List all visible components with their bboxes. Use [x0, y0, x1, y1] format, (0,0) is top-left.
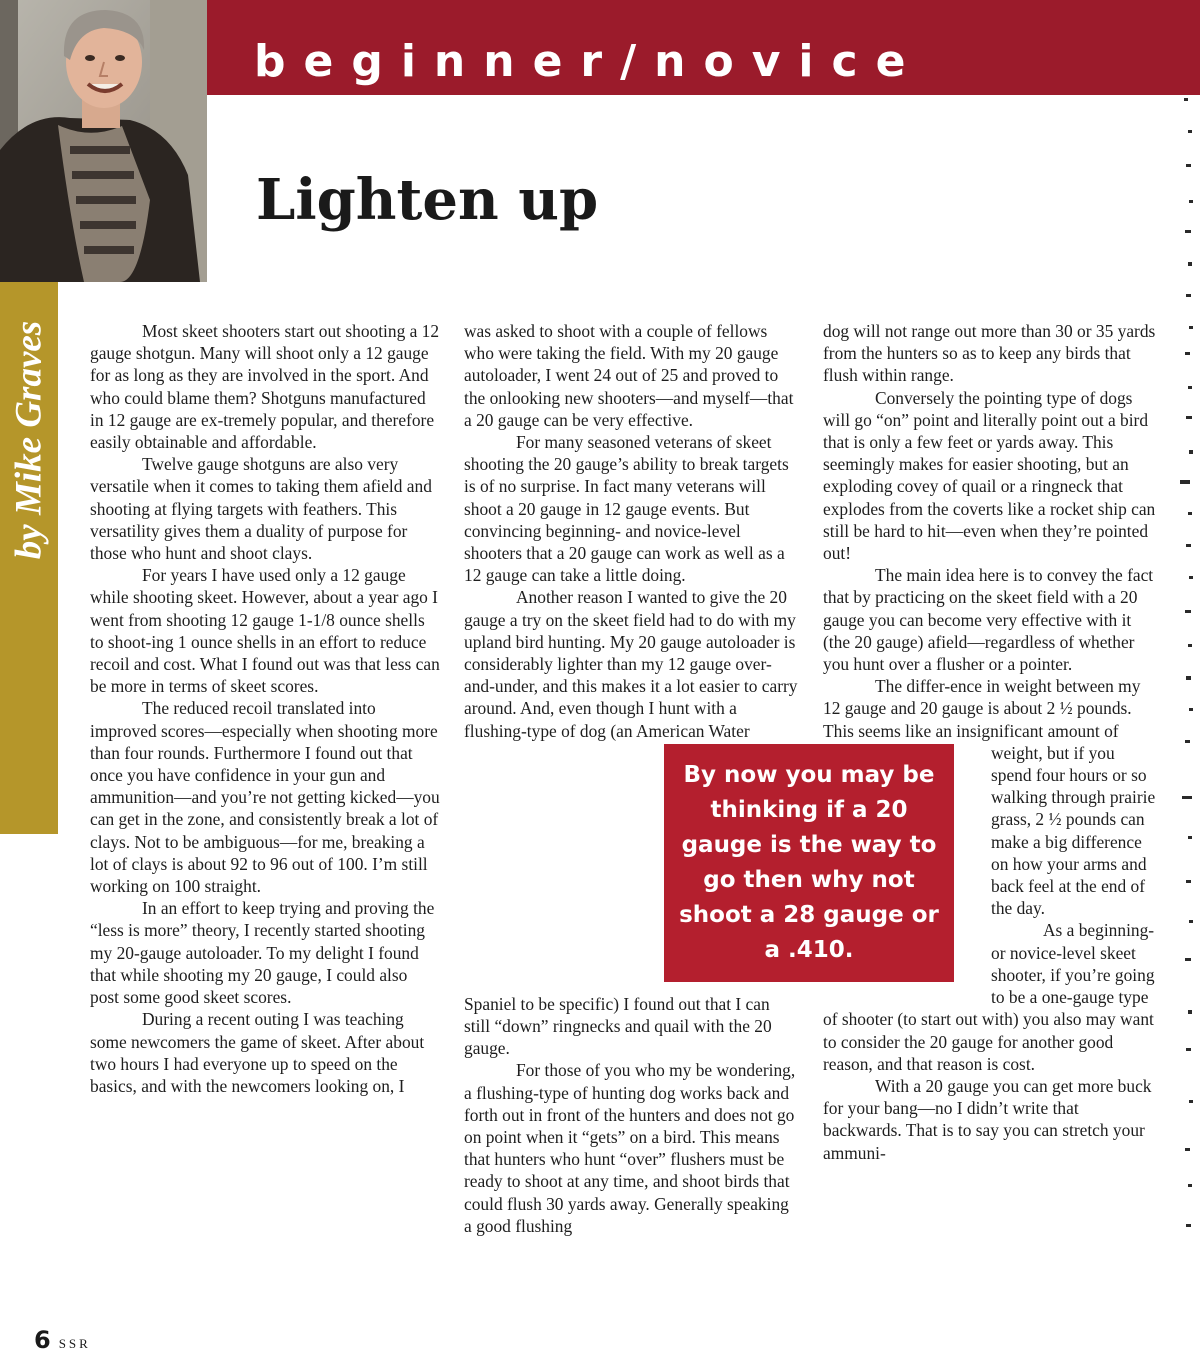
section-title: beginner/novice [254, 36, 924, 87]
magazine-name: SSR [58, 1336, 91, 1351]
author-byline: by Mike Graves [8, 320, 50, 560]
author-photo [0, 0, 207, 282]
paragraph: For those of you who my be wondering, a flushing-type of hunting dog works back and forth out in front of the hunters and does not go on point when it “gets” on a bird. This means that hunters who hunt “over” flushers must be ready to shoot at any time, and shoot birds that could flush 30 yards away. Generally speaking a good flushing [464, 1060, 796, 1236]
paragraph: With a 20 gauge you can get more buck for your bang—no I didn’t write that backwards. That is to say you can stretch your ammuni- [823, 1075, 1152, 1163]
pull-quote-text: By now you may be thinking if a 20 gauge is the way to go then why not shoot a 28 gauge or a .410. [679, 762, 939, 963]
page-edge-marks [1174, 90, 1200, 1369]
paragraph: In an effort to keep trying and proving the “less is more” theory, I recently started shooting my 20-gauge autoloader. To my delight I found that while shooting my 20 gauge, I could also post some good skeet scores. [90, 898, 435, 1008]
page-number: 6 [34, 1326, 51, 1354]
paragraph: The reduced recoil translated into improved scores—especially when shooting more than four rounds. Furthermore I found out that once you have confidence in your gun and ammunition—and you’re not getting kicked—you can get in the zone, and consistently break a lot of clays. Not to be ambiguous—for me, breaking a lot of clays is about 92 to 96 out of 100. I’m still working on 100 straight. [90, 698, 440, 897]
paragraph: The differ-ence in weight between my 12 gauge and 20 gauge is about 2 ½ pounds. This seems like an insignificant amount of weight, but if you spend four hours or so walking through prairie grass, 2 ½ pounds can make a big difference on how your arms and back feel at the end of the day. [823, 676, 1156, 919]
paragraph: Another reason I wanted to give the 20 gauge a try on the skeet field had to do with my upland bird hunting. My 20 gauge autoloader is considerably lighter than my 12 gauge over-and-under, and this makes it a lot easier to carry around. And, even though I hunt with a flushing-type of dog (an American Water Spaniel to be specific) I found out that I can still “down” ringnecks and quail with the 20 gauge. [464, 586, 798, 1059]
paragraph: Conversely the pointing type of dogs will go “on” point and literally point out a bird that is only a few feet or yards away. This seemingly makes for easier shooting, but an exploding covey of quail or a ringneck that explodes from the coverts like a rocket ship can still be hard to hit—even when they’re pointed out! [823, 387, 1156, 564]
article-column-3 [823, 320, 1158, 1164]
paragraph: dog will not range out more than 30 or 35 yards from the hunters so as to keep any birds that flush within range. [823, 321, 1156, 386]
paragraph: Twelve gauge shotguns are also very versatile when it comes to taking them afield and shooting at flying targets with feathers. This versatility gives them a duality of purpose for those who hunt and shoot clays. [90, 454, 432, 564]
page-folio [34, 1326, 91, 1354]
author-portrait-image [0, 0, 207, 282]
paragraph: For years I have used only a 12 gauge while shooting skeet. However, about a year ago I went from shooting 12 gauge 1-1/8 ounce shells to shoot-ing 1 ounce shells in an effort to reduce recoil and cost. What I found out was that less can be more in terms of skeet scores. [90, 565, 440, 697]
paragraph: was asked to shoot with a couple of fellows who were taking the field. With my 20 gauge autoloader, I went 24 out of 25 and proved to the onlooking new shooters—and myself—that a 20 gauge can be very effective. [464, 321, 794, 430]
paragraph: The main idea here is to convey the fact that by practicing on the skeet field with a 20 gauge you can become very effective with it (the 20 gauge) afield—regardless of whether you hunt over a flusher or a pointer. [823, 564, 1158, 675]
paragraph: Most skeet shooters start out shooting a 12 gauge shotgun. Many will shoot only a 12 gauge for as long as they are involved in the sport. And who could blame them? Shotguns manufactured in 12 gauge are ex-tremely popular, and therefore easily obtainable and affordable. [90, 321, 440, 453]
pull-quote [664, 744, 954, 982]
paragraph: As a beginning- or novice-level skeet shooter, if you’re going to be a one-gauge type of shooter (to start out with) you also may want to consider the 20 gauge for another good reason, and that reason is cost. [823, 920, 1155, 1074]
paragraph: During a recent outing I was teaching some newcomers the game of skeet. After about two hours I had everyone up to speed on the basics, and with the newcomers looking on, I [90, 1009, 425, 1096]
article-column-1 [90, 320, 440, 1097]
paragraph: For many seasoned veterans of skeet shooting the 20 gauge’s ability to break targets is of no surprise. In fact many veterans will shoot a 20 gauge in 12 gauge events. But convincing beginning- and novice-level shooters that a 20 gauge can work as well as a 12 gauge can take a little doing. [464, 432, 789, 586]
article-headline: Lighten up [256, 167, 599, 233]
